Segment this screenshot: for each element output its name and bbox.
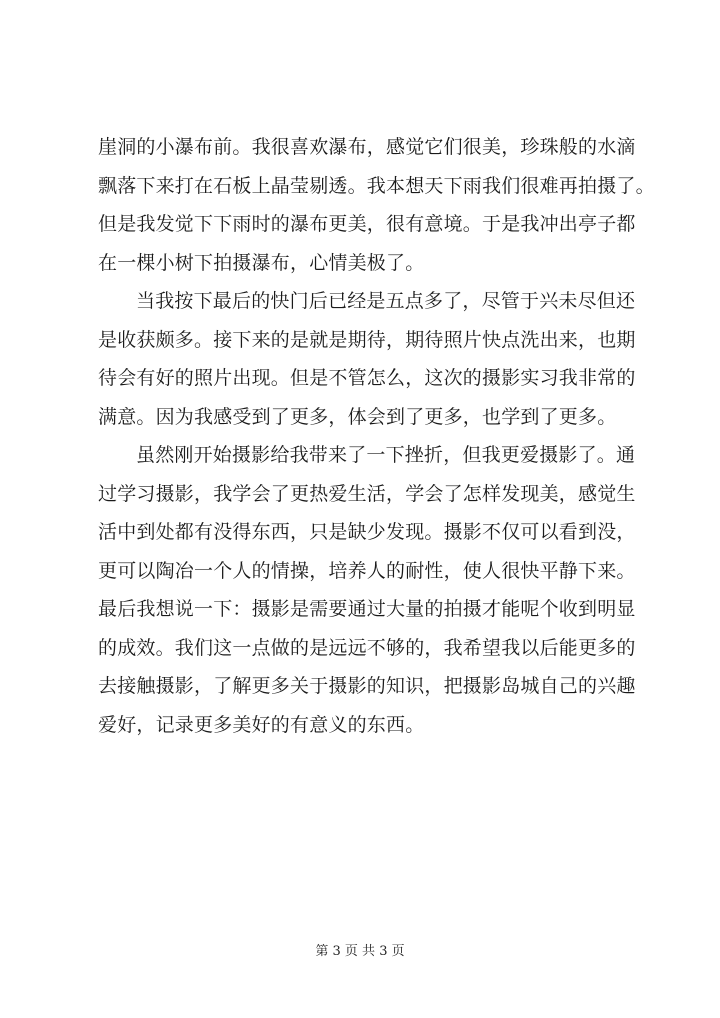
text-line: 虽然刚开始摄影给我带来了一下挫折，但我更爱摄影了。通 xyxy=(136,444,636,466)
text-line: 待会有好的照片出现。但是不管怎么，这次的摄影实习我非常的 xyxy=(98,367,636,389)
text-line: 的成效。我们这一点做的是远远不够的，我希望我以后能更多的 xyxy=(98,636,636,659)
text-line: 当我按下最后的快门后已经是五点多了，尽管于兴未尽但还 xyxy=(136,290,636,312)
text-line: 在一棵小树下拍摄瀑布，心情美极了。 xyxy=(98,251,425,274)
text-line: 但是我发觉下下雨时的瀑布更美，很有意境。于是我冲出亭子都 xyxy=(98,213,636,235)
text-line: 爱好，记录更多美好的有意义的东西。 xyxy=(98,713,425,736)
text-line: 去接触摄影，了解更多关于摄影的知识，把摄影岛城自己的兴趣 xyxy=(98,675,636,697)
body-text xyxy=(98,128,658,744)
text-line: 过学习摄影，我学会了更热爱生活，学会了怎样发现美，感觉生 xyxy=(98,482,636,505)
text-line: 活中到处都有没得东西，只是缺少发现。摄影不仅可以看到没， xyxy=(98,521,636,543)
text-line: 是收获颇多。接下来的是就是期待，期待照片快点洗出来，也期 xyxy=(98,328,636,351)
text-line: 满意。因为我感受到了更多，体会到了更多，也学到了更多。 xyxy=(98,405,617,428)
page-number: 第 3 页 共 3 页 xyxy=(315,944,405,959)
text-line: 飘落下来打在石板上晶莹剔透。我本想天下雨我们很难再拍摄了。 xyxy=(98,174,655,197)
text-line: 更可以陶冶一个人的情操，培养人的耐性，使人很快平静下来。 xyxy=(98,559,636,582)
text-line: 最后我想说一下：摄影是需要通过大量的拍摄才能呢个收到明显 xyxy=(98,598,636,620)
text-line: 崖洞的小瀑布前。我很喜欢瀑布，感觉它们很美，珍珠般的水滴 xyxy=(98,136,636,158)
